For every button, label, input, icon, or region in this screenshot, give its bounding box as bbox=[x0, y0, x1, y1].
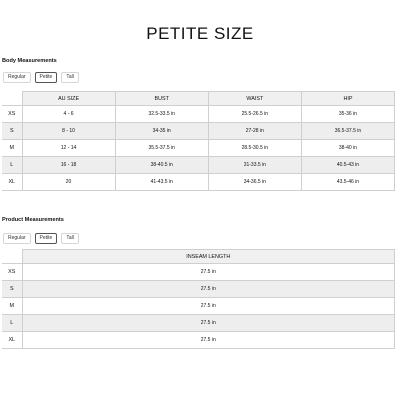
waist-cell: 27-28 in bbox=[208, 123, 301, 140]
hip-cell: 35-36 in bbox=[301, 106, 394, 123]
inseam-cell: 27.5 in bbox=[22, 315, 395, 332]
header-corner bbox=[2, 92, 22, 106]
header-waist: WAIST bbox=[208, 92, 301, 106]
product-measurements-title: Product Measurements bbox=[2, 217, 64, 223]
hip-cell: 36.5-37.5 in bbox=[301, 123, 394, 140]
header-bust: BUST bbox=[115, 92, 208, 106]
inseam-cell: 27.5 in bbox=[22, 332, 395, 349]
table-row bbox=[2, 106, 395, 123]
size-label: XL bbox=[2, 332, 22, 349]
bust-cell: 32.5-33.5 in bbox=[115, 106, 208, 123]
size-label: XL bbox=[2, 174, 22, 191]
body-tab-tall[interactable]: Tall bbox=[61, 72, 79, 83]
table-header-row bbox=[2, 92, 395, 106]
product-size-tabs bbox=[3, 233, 79, 244]
size-label: XS bbox=[2, 264, 22, 281]
table-row bbox=[2, 298, 395, 315]
au-size-cell: 4 - 6 bbox=[22, 106, 115, 123]
au-size-cell: 16 - 18 bbox=[22, 157, 115, 174]
waist-cell: 25.5-26.5 in bbox=[208, 106, 301, 123]
header-hip: HIP bbox=[301, 92, 394, 106]
inseam-cell: 27.5 in bbox=[22, 281, 395, 298]
product-measurements-table bbox=[2, 249, 395, 349]
inseam-cell: 27.5 in bbox=[22, 264, 395, 281]
bust-cell: 34-35 in bbox=[115, 123, 208, 140]
waist-cell: 28.5-30.5 in bbox=[208, 140, 301, 157]
body-tab-regular[interactable]: Regular bbox=[3, 72, 31, 83]
product-tab-petite[interactable]: Petite bbox=[35, 233, 58, 244]
table-row bbox=[2, 174, 395, 191]
body-measurements-title: Body Measurements bbox=[2, 58, 57, 64]
waist-cell: 34-36.5 in bbox=[208, 174, 301, 191]
table-row bbox=[2, 123, 395, 140]
table-row bbox=[2, 281, 395, 298]
size-label: M bbox=[2, 298, 22, 315]
hip-cell: 40.5-43 in bbox=[301, 157, 394, 174]
bust-cell: 41-43.5 in bbox=[115, 174, 208, 191]
au-size-cell: 12 - 14 bbox=[22, 140, 115, 157]
body-tab-petite[interactable]: Petite bbox=[35, 72, 58, 83]
table-header-row bbox=[2, 250, 395, 264]
page-title: PETITE SIZE bbox=[146, 24, 254, 43]
table-row bbox=[2, 157, 395, 174]
body-measurements-table bbox=[2, 91, 395, 191]
au-size-cell: 8 - 10 bbox=[22, 123, 115, 140]
body-size-tabs bbox=[3, 72, 79, 83]
table-row bbox=[2, 140, 395, 157]
header-corner bbox=[2, 250, 22, 264]
size-label: L bbox=[2, 315, 22, 332]
bust-cell: 38-40.5 in bbox=[115, 157, 208, 174]
waist-cell: 31-33.5 in bbox=[208, 157, 301, 174]
hip-cell: 38-40 in bbox=[301, 140, 394, 157]
bust-cell: 35.5-37.5 in bbox=[115, 140, 208, 157]
size-label: XS bbox=[2, 106, 22, 123]
size-label: L bbox=[2, 157, 22, 174]
product-tab-tall[interactable]: Tall bbox=[61, 233, 79, 244]
header-inseam-length: INSEAM LENGTH bbox=[22, 250, 395, 264]
product-tab-regular[interactable]: Regular bbox=[3, 233, 31, 244]
table-row bbox=[2, 332, 395, 349]
size-label: S bbox=[2, 123, 22, 140]
size-label: M bbox=[2, 140, 22, 157]
table-row bbox=[2, 264, 395, 281]
table-row bbox=[2, 315, 395, 332]
au-size-cell: 20 bbox=[22, 174, 115, 191]
size-label: S bbox=[2, 281, 22, 298]
hip-cell: 43.5-46 in bbox=[301, 174, 394, 191]
inseam-cell: 27.5 in bbox=[22, 298, 395, 315]
header-au-size: AU SIZE bbox=[22, 92, 115, 106]
